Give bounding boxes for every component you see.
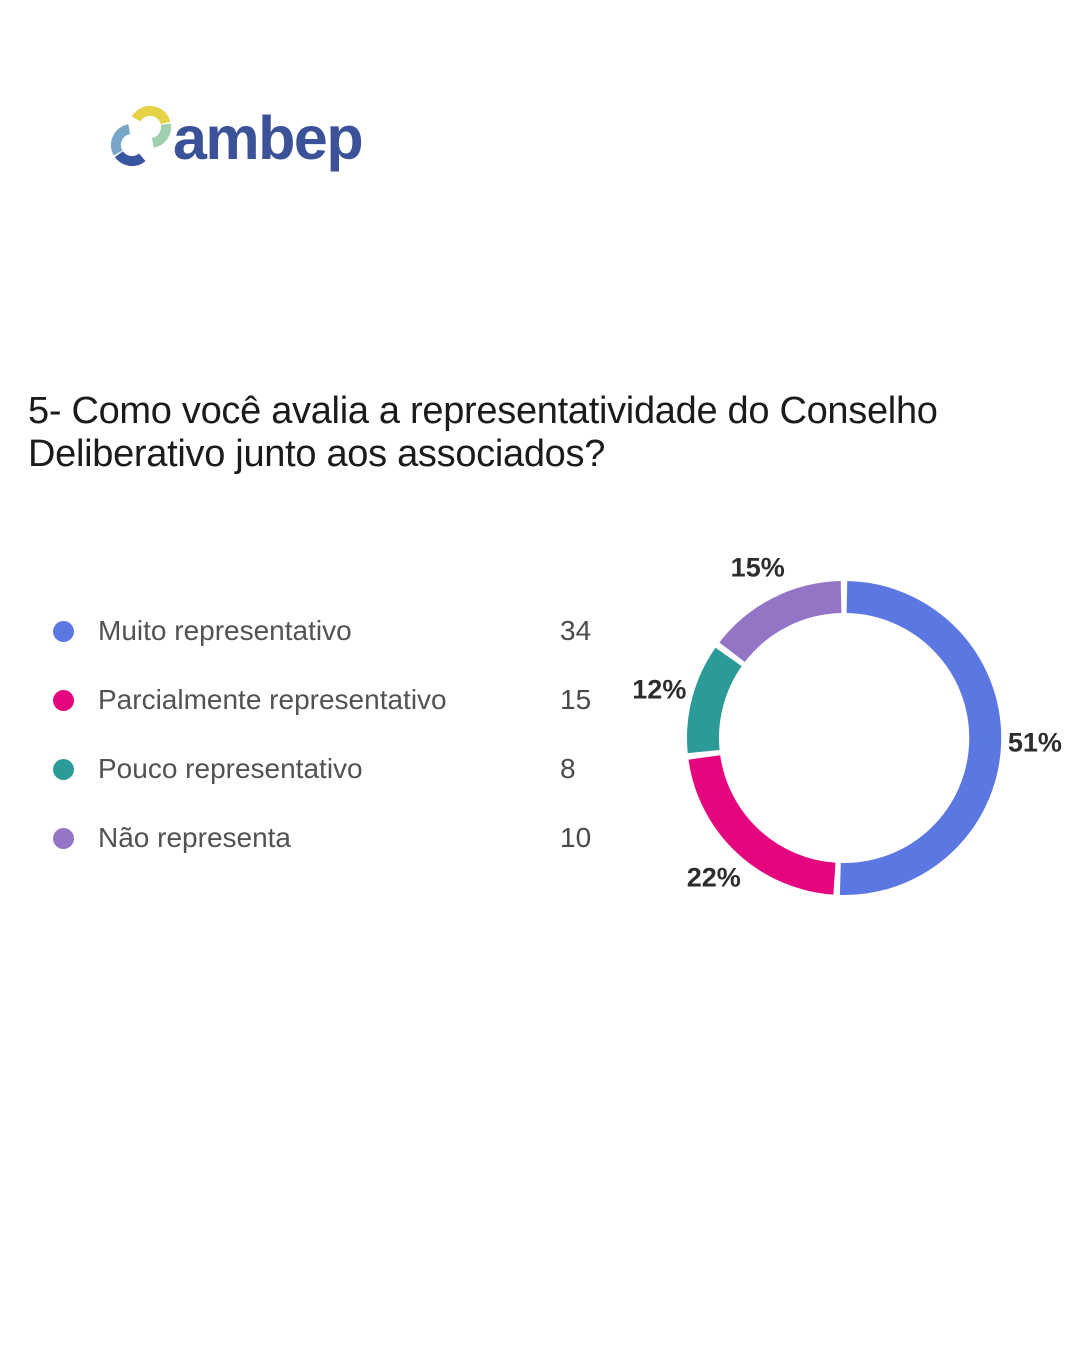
legend-value: 34 [560, 615, 592, 646]
question-title-line2: Deliberativo junto aos associados? [28, 433, 606, 475]
ambep-logo-icon [103, 100, 179, 176]
percent-label-1: 22% [686, 862, 741, 893]
legend-item-muito [53, 617, 613, 645]
donut-svg [632, 528, 1062, 948]
percent-label-3: 15% [730, 552, 785, 583]
legend-label: Muito representativo [98, 615, 352, 646]
legend-value: 10 [560, 822, 592, 853]
legend-label: Pouco representativo [98, 753, 363, 784]
donut-segment-0 [840, 597, 985, 879]
legend-item-parcialmente [53, 686, 613, 714]
ambep-logo-text: ambep [173, 104, 363, 172]
legend-value: 15 [560, 684, 592, 715]
logo-arc-darkblue [119, 154, 142, 161]
donut-segment-2 [703, 657, 729, 752]
ambep-logo [103, 100, 362, 176]
logo-arc-yellow [136, 111, 165, 123]
legend-color-dot [53, 828, 74, 849]
legend-color-dot [53, 690, 74, 711]
chart-legend [53, 617, 613, 893]
legend-label: Parcialmente representativo [98, 684, 447, 715]
legend-color-dot [53, 759, 74, 780]
legend-item-pouco [53, 755, 613, 783]
donut-chart [632, 528, 1062, 948]
legend-value: 8 [560, 753, 576, 784]
legend-item-nao-representa [53, 824, 613, 852]
percent-label-0: 51% [1007, 727, 1062, 758]
question-title-line1: 5- Como você avalia a representatividade do Conselho [28, 390, 938, 432]
question-title [28, 390, 938, 476]
legend-label: Não representa [98, 822, 292, 853]
percent-label-2: 12% [632, 674, 687, 705]
legend-color-dot [53, 621, 74, 642]
logo-arc-green [153, 124, 166, 143]
donut-segment-3 [732, 597, 841, 652]
logo-arc-lightblue [116, 129, 129, 153]
donut-segment-1 [704, 757, 834, 878]
